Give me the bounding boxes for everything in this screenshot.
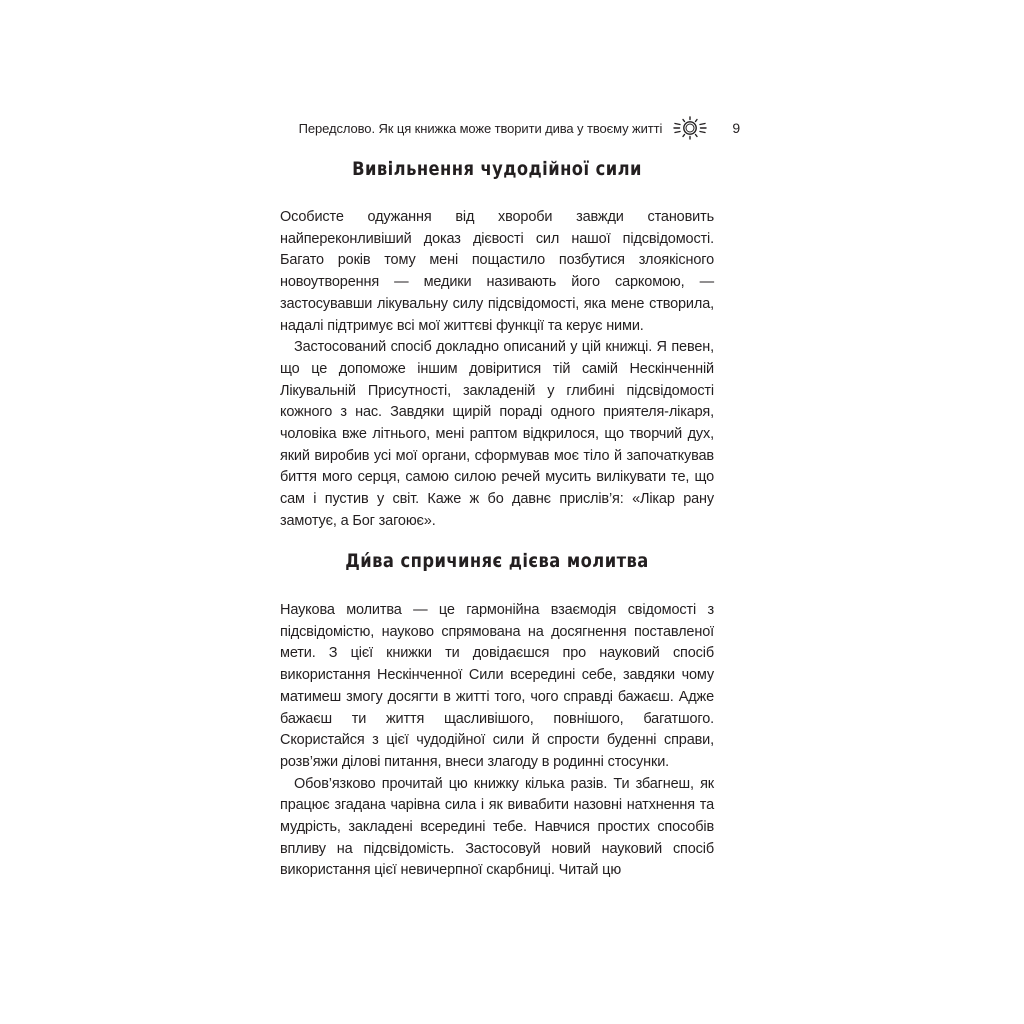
section-heading-release-power: Вивільнення чудодійної сили xyxy=(352,158,642,180)
section-release-power xyxy=(280,207,714,533)
section-effective-prayer xyxy=(280,600,714,882)
sun-icon xyxy=(672,116,708,140)
section-heading-effective-prayer: Ди́ва спричиняє дієва молитва xyxy=(345,550,649,572)
paragraph: Особисте одужання від хвороби завжди становить найпереконливіший доказ дієвості сил нашої підсвідомості. Багато років тому мені пощастило позбутися злоякісного новоутворення — медики називають його саркомою, — застосувавши лікувальну силу підсвідомості, яка мене створила, надалі підтримує всі мої життєві функції та керує ними. xyxy=(280,209,714,334)
paragraph: Наукова молитва — це гармонійна взаємодія свідомості з підсвідомістю, науково спрямована на досягнення поставленої мети. З цієї книжки ти довідаєшся про науковий спосіб використання Нескінченної Сили всередині себе, завдяки чому матимеш змогу досягти в житті того, чого справді бажаєш. Адже бажаєш ти життя щасливішого, повнішого, багатшого. Скористайся з цієї чудодійної сили й спрости буденні справи, розв’яжи ділові питання, внеси злагоду в родинні стосунки. xyxy=(280,602,714,770)
running-head xyxy=(280,116,740,140)
page-number: 9 xyxy=(732,120,740,136)
running-title: Передслово. Як ця книжка може творити дива у твоєму житті xyxy=(298,120,663,136)
paragraph: Обов’язково прочитай цю книжку кілька разів. Ти збагнеш, як працює згадана чарівна сила і як вивабити назовні натхнення та мудрість, закладені всередині тебе. Навчися простих способів впливу на підсвідомість. Застосовуй новий науковий спосіб використання цієї невичерпної скарбниці. Читай цю xyxy=(280,775,714,879)
paragraph: Застосований спосіб докладно описаний у цій книжці. Я певен, що це допоможе іншим довіритися тій самій Нескінченній Лікувальній Присутності, закладеній у глибині підсвідомості кожного з нас. Завдяки щирій пораді одного приятеля-лікаря, чоловіка вже літнього, мені раптом відкрилося, що творчий дух, який виробив усі мої органи, сформував моє тіло й започаткував биття мого серця, самою силою речей мусить вилікувати те, що сам і пустив у світ. Каже ж бо давнє прислів’я: «Лікар рану замотує, а Бог загоює». xyxy=(280,339,714,529)
